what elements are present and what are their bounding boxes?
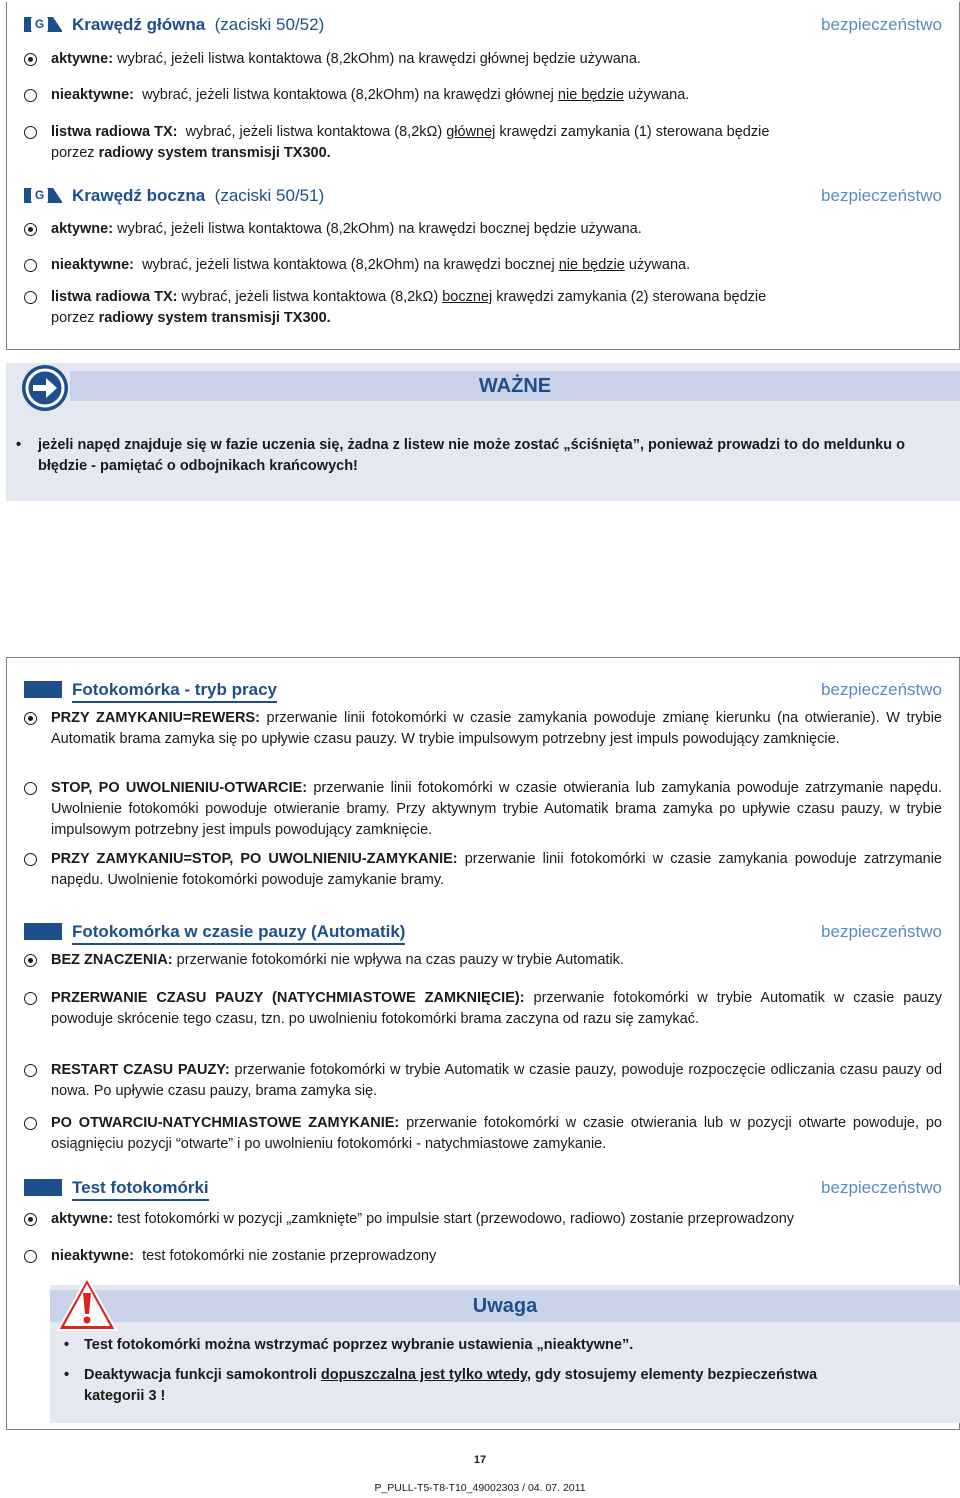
radio-unchecked-icon[interactable] <box>24 992 37 1005</box>
section-header-photocell-mode <box>24 679 942 701</box>
warning-triangle-icon <box>56 1276 118 1332</box>
radio-unchecked-icon[interactable] <box>24 782 37 795</box>
section-category: bezpieczeństwo <box>821 1178 942 1197</box>
warning-item: • Test fotokomórki można wstrzymać poprzez wybranie ustawienia „nieaktywne”. <box>64 1337 634 1353</box>
section-marker <box>24 923 62 940</box>
option-pause-restart[interactable]: RESTART CZASU PAUZY: przerwanie fotokomórki w trybie Automatik w czasie pauzy, powoduje rozpoczęcie odliczania czasu pauzy od nowa. Po upływie czasu pauzy, brama zamyka się. <box>24 1060 942 1102</box>
option-main-radio-tx[interactable]: listwa radiowa TX: wybrać, jeżeli listwa kontaktowa (8,2kΩ) głównej krawędzi zamykania (1) sterowana będzie porzez radiowy system transmisji TX300. <box>24 122 942 164</box>
section-header-photocell-pause <box>24 921 942 943</box>
radio-unchecked-icon[interactable] <box>24 1117 37 1130</box>
section-marker <box>24 681 62 698</box>
option-side-active[interactable]: aktywne: wybrać, jeżeli listwa kontaktowa (8,2kOhm) na krawędzi bocznej będzie używana. <box>24 219 942 240</box>
option-main-inactive[interactable]: nieaktywne: wybrać, jeżeli listwa kontaktowa (8,2kOhm) na krawędzi głównej nie będzie używana. <box>24 85 942 106</box>
important-title-bar <box>70 371 960 401</box>
radio-unchecked-icon[interactable] <box>24 259 37 272</box>
section-marker <box>24 1179 62 1196</box>
option-photocell-reverse[interactable]: PRZY ZAMYKANIU=REWERS: przerwanie linii fotokomórki w czasie zamykania powoduje zmianę kierunku (na otwieranie). W trybie Automatik brama zamyka się po upływie czasu pauzy. W trybie impulsowym potrzebny jest impuls powodujący zamknięcie. <box>24 708 942 750</box>
section-title: Fotokomórka - tryb pracy <box>72 679 277 701</box>
option-test-inactive[interactable]: nieaktywne: test fotokomórki nie zostanie przeprowadzony <box>24 1246 942 1267</box>
option-pause-interrupt[interactable]: PRZERWANIE CZASU PAUZY (NATYCHMIASTOWE ZAMKNIĘCIE): przerwanie fotokomórki w trybie Automatik w czasie pauzy powoduje skrócenie tego czasu, tzn. po uwolnieniu fotokomórki brama zaczyna od razu się zamykać. <box>24 988 942 1030</box>
radio-checked-icon[interactable] <box>24 53 37 66</box>
radio-unchecked-icon[interactable] <box>24 291 37 304</box>
option-main-active[interactable]: aktywne: wybrać, jeżeli listwa kontaktowa (8,2kOhm) na krawędzi głównej będzie używana. <box>24 49 942 70</box>
section-header-side-edge <box>24 185 942 207</box>
arrow-right-circle-icon <box>20 363 70 413</box>
section-title: Krawędź boczna (zaciski 50/51) <box>72 186 325 205</box>
radio-unchecked-icon[interactable] <box>24 89 37 102</box>
radio-unchecked-icon[interactable] <box>24 853 37 866</box>
radio-checked-icon[interactable] <box>24 1213 37 1226</box>
option-pause-no-effect[interactable]: BEZ ZNACZENIA: przerwanie fotokomórki nie wpływa na czas pauzy w trybie Automatik. <box>24 950 942 971</box>
radio-checked-icon[interactable] <box>24 223 37 236</box>
g-badge-icon: G <box>24 188 62 203</box>
section-header-photocell-test <box>24 1177 942 1199</box>
page-number: 17 <box>473 1454 487 1466</box>
important-notice <box>6 363 960 501</box>
option-test-active[interactable]: aktywne: test fotokomórki w pozycji „zamknięte” po impulsie start (przewodowo, radiowo) zostanie przeprowadzony <box>24 1209 942 1230</box>
option-photocell-stop-close[interactable]: PRZY ZAMYKANIU=STOP, PO UWOLNIENIU-ZAMYKANIE: przerwanie linii fotokomórki w czasie zamykania powoduje zatrzymanie napędu. Uwolnienie fotokomórki powoduje zamykanie bramy. <box>24 849 942 891</box>
radio-unchecked-icon[interactable] <box>24 1250 37 1263</box>
option-pause-immediate-close[interactable]: PO OTWARCIU-NATYCHMIASTOWE ZAMYKANIE: przerwanie fotokomórki w czasie otwierania lub w pozycji otwarte powoduje, po osiągnięciu pozycji “otwarte” i po uwolnieniu fotokomórki - natychmiastowe zamykanie. <box>24 1113 942 1155</box>
section-title: Fotokomórka w czasie pauzy (Automatik) <box>72 921 405 943</box>
document-footer: P_PULL-T5-T8-T10_49002303 / 04. 07. 2011 <box>374 1482 586 1494</box>
section-category: bezpieczeństwo <box>821 15 942 34</box>
warning-item: • Deaktywacja funkcji samokontroli dopuszczalna jest tylko wtedy, gdy stosujemy elementy bezpieczeństwa kategorii 3 ! <box>64 1367 818 1404</box>
option-side-inactive[interactable]: nieaktywne: wybrać, jeżeli listwa kontaktowa (8,2kOhm) na krawędzi bocznej nie będzie używana. <box>24 255 942 276</box>
section-title: Krawędź główna (zaciski 50/52) <box>72 15 325 34</box>
warning-notice <box>50 1285 960 1423</box>
radio-unchecked-icon[interactable] <box>24 126 37 139</box>
option-side-radio-tx[interactable]: listwa radiowa TX: wybrać, jeżeli listwa kontaktowa (8,2kΩ) bocznej krawędzi zamykania (2) sterowana będzie porzez radiowy system transmisji TX300. <box>24 287 942 329</box>
section-category: bezpieczeństwo <box>821 922 942 941</box>
radio-checked-icon[interactable] <box>24 712 37 725</box>
g-badge-icon: G <box>24 17 62 32</box>
section-header-main-edge <box>24 14 942 36</box>
section-category: bezpieczeństwo <box>821 680 942 699</box>
radio-checked-icon[interactable] <box>24 954 37 967</box>
important-bullet: • jeżeli napęd znajduje się w fazie uczenia się, żadna z listew nie może zostać „ściśnięta”, ponieważ prowadzi to do meldunku o błędzie - pamiętać o odbojnikach krańcowych! <box>16 437 905 474</box>
warning-title: Uwaga <box>472 1295 538 1317</box>
section-title: Test fotokomórki <box>72 1177 209 1199</box>
option-photocell-stop-open[interactable]: STOP, PO UWOLNIENIU-OTWARCIE: przerwanie linii fotokomórki w czasie otwierania lub zamykania powoduje zatrzymanie napędu. Uwolnienie fotokomóki powoduje otwieranie bramy. Przy aktywnym trybie Automatik brama zamyka po upływie czasu pauzy, w trybie impulsowym potrzebny jest impuls powodujący zamknięcie. <box>24 778 942 841</box>
radio-unchecked-icon[interactable] <box>24 1064 37 1077</box>
warning-title-bar <box>50 1290 960 1322</box>
important-title: WAŻNE <box>478 375 552 397</box>
section-category: bezpieczeństwo <box>821 186 942 205</box>
